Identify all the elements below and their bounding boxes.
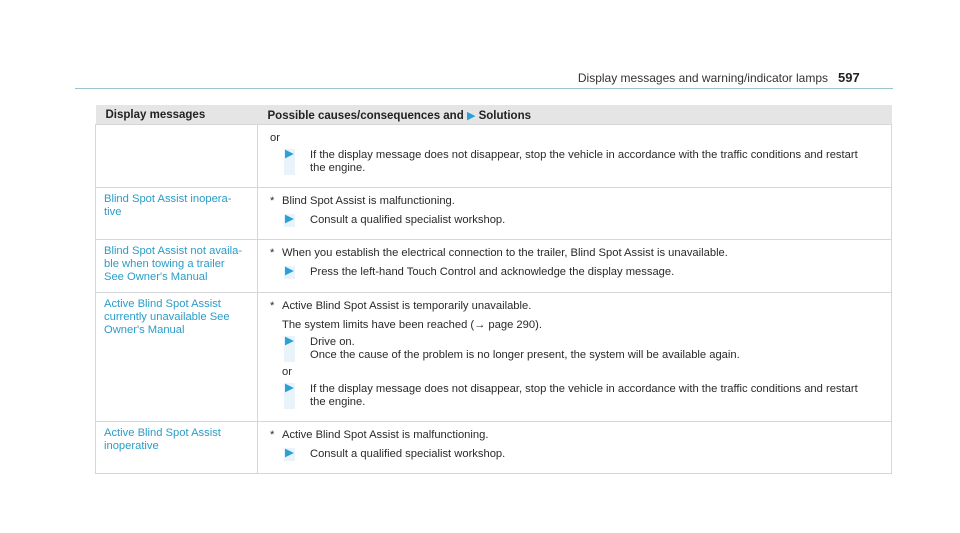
message-text: inoperative <box>104 440 159 452</box>
message-text: Blind Spot Assist inopera- <box>104 193 232 205</box>
or-text: or <box>270 132 280 144</box>
step-text: If the display message does not disappear, stop the vehicle in accordance with the traffic conditions and restart <box>310 383 858 395</box>
running-header: Display messages and warning/indicator lamps <box>577 71 828 85</box>
step-text: the engine. <box>310 162 366 174</box>
message-cell <box>96 240 258 293</box>
message-text: Active Blind Spot Assist <box>104 427 221 439</box>
cause-cell <box>258 422 892 474</box>
message-text: currently unavailable See <box>104 311 230 323</box>
message-cell <box>96 125 258 188</box>
col-header-causes <box>258 105 892 125</box>
step-text: the engine. <box>310 396 366 408</box>
header-rule <box>75 88 893 89</box>
cause-cell <box>258 293 892 422</box>
cause-item <box>270 300 883 313</box>
display-messages-table <box>95 105 892 474</box>
step-text: Consult a qualified specialist workshop. <box>310 448 506 460</box>
cause-item <box>270 247 883 260</box>
step-text: If the display message does not disappear, stop the vehicle in accordance with the traffic conditions and restart <box>310 149 858 161</box>
solution-arrow-icon: ▶ <box>466 109 476 122</box>
arrow-icon: ▶ <box>285 213 294 225</box>
page-number: 597 <box>838 70 860 85</box>
cause-marker: * <box>270 195 275 207</box>
table-row <box>96 188 892 240</box>
cause-item <box>270 195 883 208</box>
step-text: Once the cause of the problem is no longer present, the system will be available again. <box>310 349 740 361</box>
message-cell <box>96 188 258 240</box>
cause-cell <box>258 240 892 293</box>
cause-text: Active Blind Spot Assist is malfunctioning. <box>282 429 489 441</box>
message-cell <box>96 293 258 422</box>
message-text: tive <box>104 206 122 218</box>
solution-step <box>270 266 883 279</box>
message-text: ble when towing a trailer <box>104 258 225 270</box>
solution-step <box>270 383 883 409</box>
table-row <box>96 125 892 188</box>
arrow-icon: ▶ <box>285 382 294 394</box>
arrow-icon: ▶ <box>285 335 294 347</box>
cause-item <box>270 429 883 442</box>
cause-marker: * <box>270 429 275 441</box>
message-cell <box>96 422 258 474</box>
table-row <box>96 293 892 422</box>
cause-text: Active Blind Spot Assist is temporarily unavailable. <box>282 300 532 312</box>
step-text: Press the left-hand Touch Control and acknowledge the display message. <box>310 266 675 278</box>
solution-step <box>270 214 883 227</box>
table-header-row <box>96 105 892 125</box>
solution-step <box>270 448 883 461</box>
message-text: Owner's Manual <box>104 324 185 336</box>
cause-text: When you establish the electrical connection to the trailer, Blind Spot Assist is unavailable. <box>282 247 728 259</box>
table-row <box>96 422 892 474</box>
arrow-icon: ▶ <box>285 265 294 277</box>
col-header-causes-label: Possible causes/consequences and <box>267 109 464 122</box>
cause-cell <box>258 125 892 188</box>
cause-text: Blind Spot Assist is malfunctioning. <box>282 195 455 207</box>
step-text: Drive on. <box>310 336 355 348</box>
cause-marker: * <box>270 300 275 312</box>
message-text: Active Blind Spot Assist <box>104 298 221 310</box>
message-text: See Owner's Manual <box>104 271 208 283</box>
step-text: Consult a qualified specialist workshop. <box>310 214 506 226</box>
col-header-display-messages: Display messages <box>96 105 258 125</box>
col-header-solutions-label: Solutions <box>478 109 531 122</box>
cause-detail: The system limits have been reached (→ page 290). <box>282 319 542 331</box>
arrow-icon: ▶ <box>285 447 294 459</box>
table-row <box>96 240 892 293</box>
solution-step <box>270 336 883 362</box>
message-text: Blind Spot Assist not availa- <box>104 245 243 257</box>
cause-marker: * <box>270 247 275 259</box>
or-text: or <box>282 366 292 378</box>
cause-cell <box>258 188 892 240</box>
solution-step <box>270 149 883 175</box>
arrow-icon: ▶ <box>285 148 294 160</box>
